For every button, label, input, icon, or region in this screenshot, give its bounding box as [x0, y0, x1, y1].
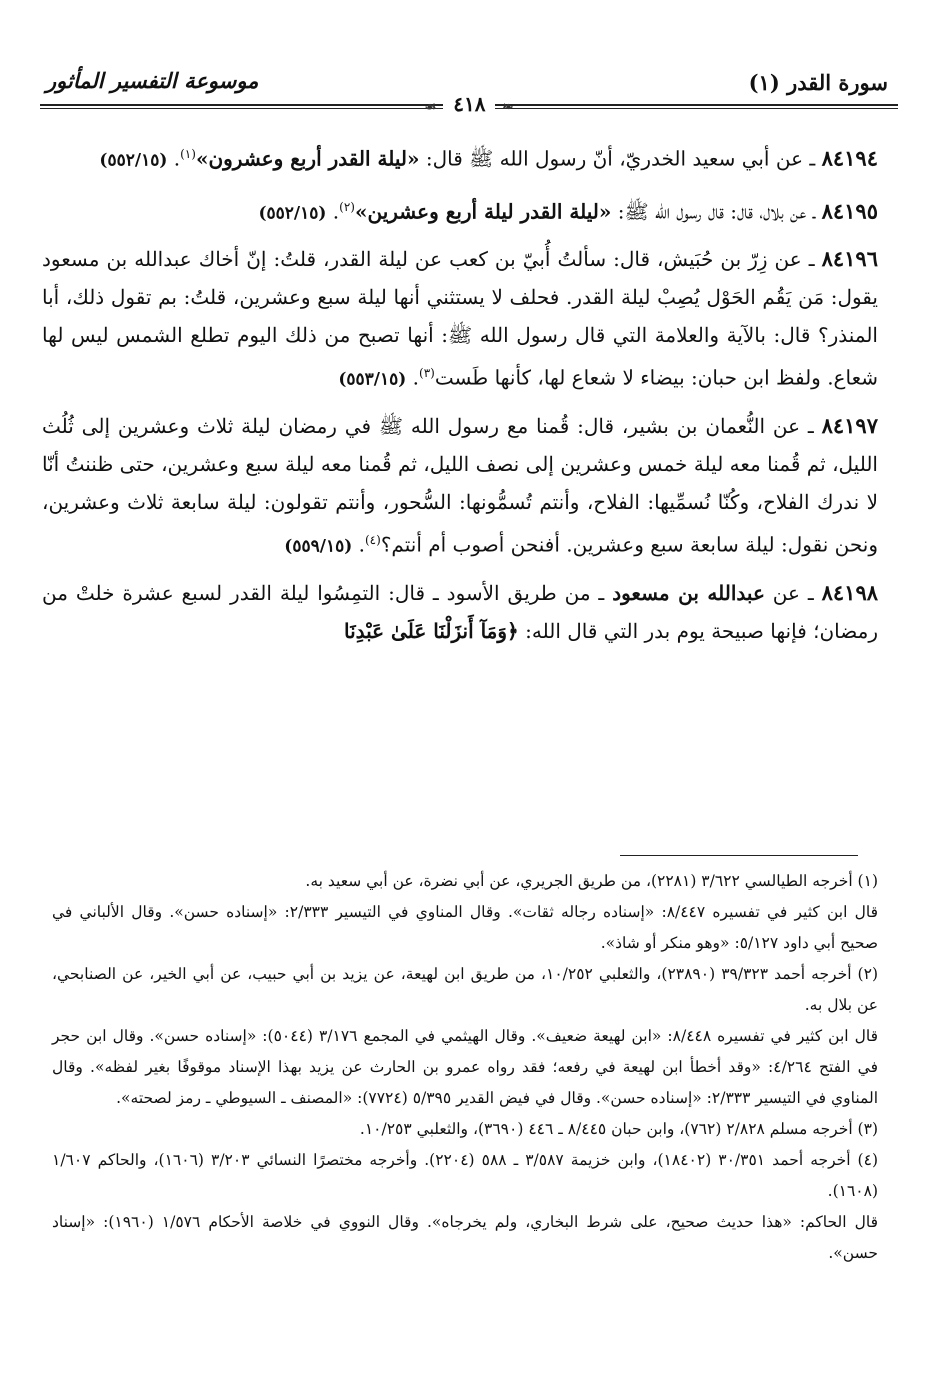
volume-reference: (٥٥٢/١٥)	[99, 150, 168, 171]
footnote-marker[interactable]: (٣)	[419, 366, 435, 381]
hadith-bold-text: «ليلة القدر أربع وعشرون»	[195, 146, 420, 171]
footnote-marker[interactable]: (١)	[180, 147, 196, 161]
volume-reference: (٥٥٩/١٥)	[284, 536, 353, 557]
page-number-block	[0, 92, 938, 116]
hadith-bold-text: «ليلة القدر ليلة أربع وعشرين»	[354, 199, 612, 224]
footnote: (٢) أخرجه أحمد ٣٩/٣٢٣ (٢٣٨٩٠)، والثعلبي ١٠/٢٥٢، من طريق ابن لهيعة، عن يزيد بن أبي حبيب، عن أبي الخير، عن الصنابحي، عن بلال به.	[52, 965, 878, 1014]
hadith-text-pre: ـ عن	[764, 580, 814, 605]
hadith-tail: .	[326, 199, 340, 224]
footnote-marker[interactable]: (٢)	[339, 199, 355, 214]
hadith-tail: .	[167, 146, 181, 171]
book-title: موسوعة التفسير المأثور	[46, 68, 259, 93]
surah-title: سورة القدر (١)	[748, 70, 888, 95]
hadith-text: ـ من طريق الأسود ـ قال: التمِسُوا ليلة القدر لسبع عشرة خلتْ من رمضان؛ فإنها صبيحة يوم بدر التي قال الله:	[42, 580, 878, 643]
footnote: (١) أخرجه الطيالسي ٣/٦٢٢ (٢٢٨١)، من طريق الجريري، عن أبي نضرة، عن أبي سعيد به.	[305, 872, 878, 890]
hadith-paragraph	[42, 188, 878, 233]
narrator-name: عبدالله بن مسعود	[612, 580, 765, 605]
hadith-paragraph	[42, 240, 878, 399]
footnote-separator	[620, 855, 858, 856]
page-number: ٤١٨	[443, 92, 495, 116]
footnote: (٤) أخرجه أحمد ٣٠/٣٥١ (١٨٤٠٢)، وابن خزيمة ٣/٥٨٧ ـ ٥٨٨ (٢٢٠٤). وأخرجه مختصرًا النسائي ٣/٢٠٣ (١٦٠٦)، والحاكم ١/٦٠٧ (١٦٠٨).	[52, 1151, 878, 1200]
hadith-number: ٨٤١٩٤	[821, 145, 878, 171]
footnote: قال الحاكم: «هذا حديث صحيح، على شرط البخاري، ولم يخرجاه». وقال النووي في خلاصة الأحكام ١/٥٧٦ (١٩٦٠): «إسناد حسن».	[52, 1213, 878, 1262]
footnote: قال ابن كثير في تفسيره ٨/٤٤٨: «ابن لهيعة ضعيف». وقال الهيثمي في المجمع ٣/١٧٦ (٥٠٤٤): «إسناده حسن». وقال ابن حجر في الفتح ٤/٢٦٤: «وقد أخطأ ابن لهيعة في رفعه؛ فقد رواه عمرو بن الحارث عن يزيد بهذا الإسناد موقوفًا بغير لفظه». وقال المناوي في التيسير ٢/٣٣٣: «إسناده حسن». وقال في فيض القدير ٥/٣٩٥ (٧٧٢٤): «المصنف ـ السيوطي ـ رمز لصحته».	[52, 1027, 878, 1107]
hadith-number: ٨٤١٩٨	[821, 579, 879, 605]
hadith-number: ٨٤١٩٧	[821, 412, 878, 438]
hadith-tail: .	[406, 365, 419, 390]
hadith-text: ـ عن النُّعمان بن بشير، قال: قُمنا مع رسول الله ﷺ في رمضان ليلة ثلاث وعشرين إلى ثُلُث الليل، ثم قُمنا معه ليلة خمس وعشرين إلى نصف الليل، ثم قُمنا معه ليلة سبع وعشرين، حتى ظننتُ أنّا لا ندرك الفلاح، وكُنّا نُسمِّيها: الفلاح، وأنتم تُسمُّونها: السُّحور، وأنتم تقولون: ليلة سابعة ثلاث وعشرين، ونحن نقول: ليلة سابعة سبع وعشرين. أفنحن أصوب أم أنتم؟	[42, 413, 878, 557]
hadith-number: ٨٤١٩٥	[821, 198, 878, 224]
volume-reference: (٥٥٢/١٥)	[258, 203, 327, 224]
hadith-text: ـ عن زِرّ بن حُبَيش، قال: سألتُ أُبيّ بن كعب عن ليلة القدر، قلتُ: إنّ أخاك عبدالله بن مسعود يقول: مَن يَقُم الحَوْل يُصِبْ ليلة القدر. فحلف لا يستثني أنها ليلة سبع وعشرين، قلتُ: بم تقول ذلك، أبا المنذر؟ قال: بالآية والعلامة التي قال رسول الله ﷺ: أنها تصبح من ذلك اليوم تطلع الشمس ليس لها شعاع. ولفظ ابن حبان: بيضاء لا شعاع لها، كأنها طَست	[42, 247, 878, 390]
quran-verse: ﴿وَمَآ أَنزَلْنَا عَلَىٰ عَبْدِنَا	[343, 618, 519, 643]
hadith-tail: .	[352, 532, 365, 557]
main-text	[42, 135, 878, 658]
footnote: قال ابن كثير في تفسيره ٨/٤٤٧: «إسناده رجاله ثقات». وقال المناوي في التيسير ٢/٣٣٣: «إسناده حسن». وقال الألباني في صحيح أبي داود ٥/١٢٧: «وهو منكر أو شاذ».	[52, 903, 878, 952]
ornament-icon: ❧	[502, 100, 514, 115]
hadith-text: ـ عن بلال، قال: قال رسول الله ﷺ:	[611, 199, 816, 224]
footnotes	[52, 866, 878, 1269]
footnote-marker[interactable]: (٤)	[364, 532, 381, 547]
hadith-text: ـ عن أبي سعيد الخدريّ، أنّ رسول الله ﷺ قال:	[419, 146, 816, 171]
hadith-paragraph	[42, 574, 878, 650]
hadith-paragraph	[42, 135, 878, 180]
hadith-number: ٨٤١٩٦	[821, 246, 878, 272]
hadith-paragraph	[42, 407, 878, 566]
ornament-icon: ☙	[424, 100, 437, 115]
footnote: (٣) أخرجه مسلم ٢/٨٢٨ (٧٦٢)، وابن حبان ٨/٤٤٥ ـ ٤٤٦ (٣٦٩٠)، والثعلبي ١٠/٢٥٣.	[359, 1120, 878, 1138]
volume-reference: (٥٥٣/١٥)	[338, 369, 407, 390]
